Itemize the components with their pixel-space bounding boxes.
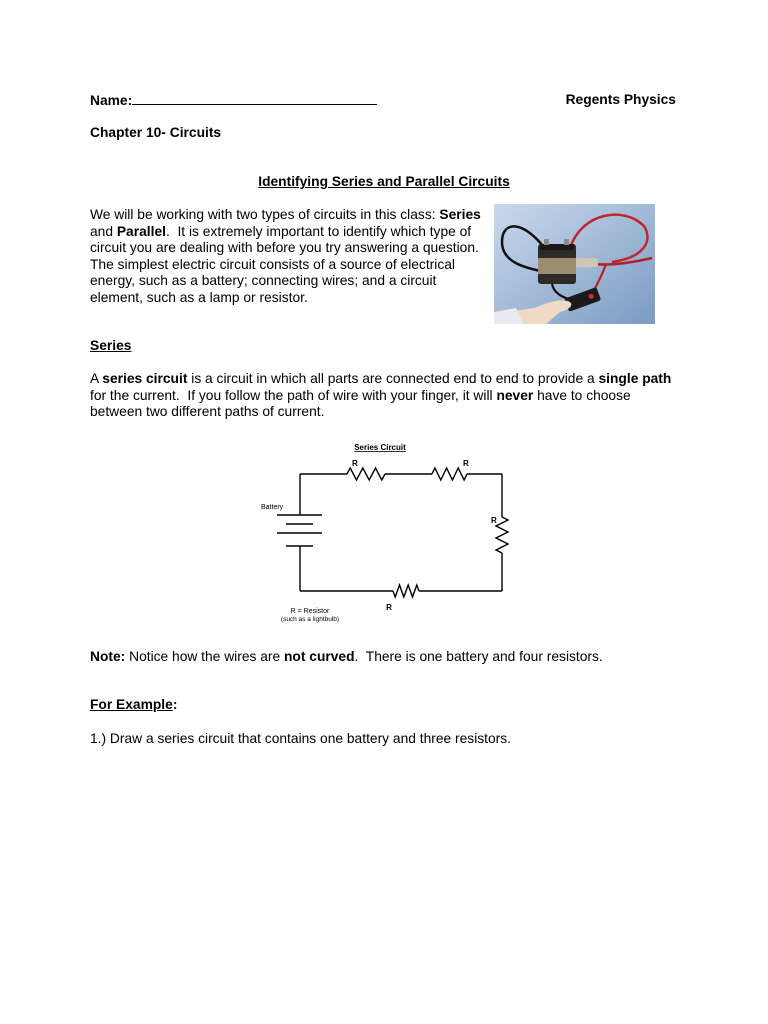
series-text: A xyxy=(90,371,103,386)
example-heading-colon: : xyxy=(172,697,178,712)
resistor-top-right xyxy=(432,468,467,480)
name-label: Name: xyxy=(90,93,133,108)
intro-line xyxy=(90,273,481,290)
series-line xyxy=(90,371,671,388)
series-text: between two different paths of current. xyxy=(90,404,325,419)
intro-line xyxy=(90,290,481,307)
wire-clamp xyxy=(576,258,598,267)
circuit-photo xyxy=(494,204,655,324)
intro-text: . It is extremely important to identify which type of xyxy=(165,223,472,239)
name-field xyxy=(90,92,377,110)
series-paragraph xyxy=(90,371,671,421)
series-line xyxy=(90,404,671,421)
legend-line-1: R = Resistor xyxy=(290,608,330,615)
intro-text: circuit you are dealing with before you try answering a question. xyxy=(90,240,479,255)
intro-line xyxy=(90,224,481,241)
note-text: . There is one battery and four resistors. xyxy=(354,649,603,664)
series-heading: Series xyxy=(90,338,132,353)
chapter-heading: Chapter 10- Circuits xyxy=(90,125,222,140)
resistor-label: R xyxy=(463,459,469,468)
intro-text: The simplest electric circuit consists of a source of electrical xyxy=(90,256,455,272)
intro-term-series: Series xyxy=(439,207,481,222)
course-title: Regents Physics xyxy=(565,92,676,107)
resistor-top-left xyxy=(347,468,385,480)
note-paragraph xyxy=(90,649,603,666)
term-series-circuit: series circuit xyxy=(102,371,188,386)
example-question: 1.) Draw a series circuit that contains one battery and three resistors. xyxy=(90,731,511,746)
resistor-right xyxy=(496,517,508,553)
note-text: Notice how the wires are xyxy=(125,649,284,664)
series-line xyxy=(90,388,671,405)
intro-line xyxy=(90,240,481,257)
resistor-bottom xyxy=(393,585,419,597)
term-single-path: single path xyxy=(598,371,672,386)
example-heading-text: For Example xyxy=(90,697,173,712)
intro-paragraph xyxy=(90,207,481,306)
resistor-label: R xyxy=(491,516,497,525)
intro-text: We will be working with two types of circuits in this class: xyxy=(90,207,440,222)
section-title: Identifying Series and Parallel Circuits xyxy=(258,174,510,189)
intro-text: element, such as a lamp or resistor. xyxy=(90,289,308,305)
resistor-label: R xyxy=(386,603,392,612)
resistor-label: R xyxy=(352,459,358,468)
legend-line-2: (such as a lightbulb) xyxy=(280,616,340,623)
battery-label: Battery xyxy=(261,504,284,511)
note-label: Note: xyxy=(90,649,126,664)
name-blank-line xyxy=(132,92,377,105)
battery-symbol xyxy=(277,515,322,546)
note-term-not-curved: not curved xyxy=(284,649,355,664)
battery xyxy=(538,239,576,284)
series-text: have to choose xyxy=(533,387,631,403)
series-text: for the current. If you follow the path of wire with your finger, it will xyxy=(90,387,497,403)
intro-line xyxy=(90,207,481,224)
series-circuit-diagram xyxy=(250,435,520,630)
term-never: never xyxy=(496,387,534,403)
intro-text: energy, such as a battery; connecting wires; and a circuit xyxy=(90,273,437,288)
series-text: is a circuit in which all parts are connected end to end to provide a xyxy=(187,371,599,386)
intro-line xyxy=(90,257,481,274)
intro-term-parallel: Parallel xyxy=(116,223,166,239)
intro-text: and xyxy=(90,223,117,239)
example-heading xyxy=(90,697,177,714)
diagram-title: Series Circuit xyxy=(354,443,406,452)
